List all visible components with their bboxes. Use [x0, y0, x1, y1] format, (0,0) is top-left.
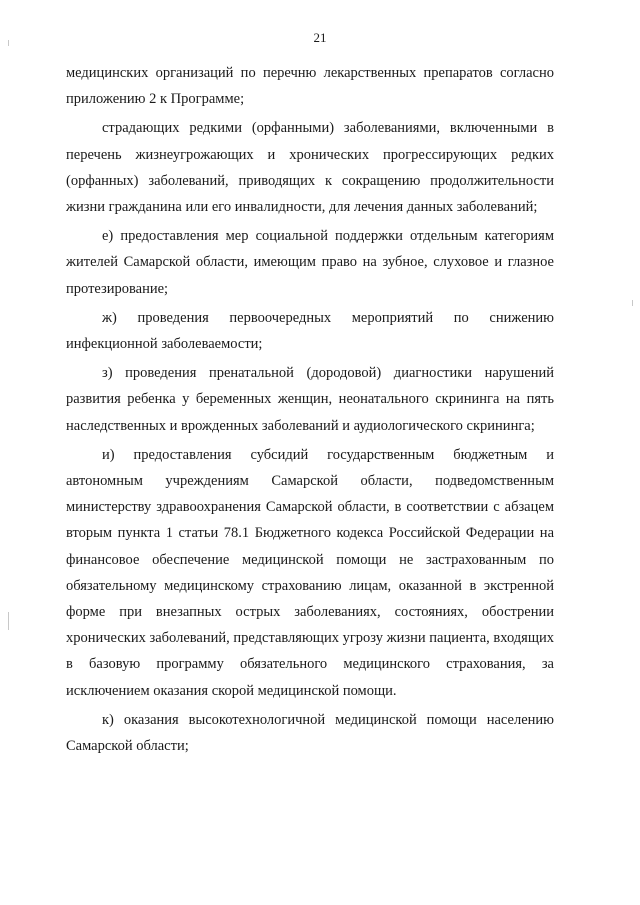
page-number: 21 [313, 30, 327, 45]
paragraph-item-zh: ж) проведения первоочередных мероприятий по снижению инфекционной заболеваемости; [66, 309, 554, 353]
paragraph-item-z: з) проведения пренатальной (дородовой) диагностики нарушений развития ребенка у беременных женщин, неонатального скрининга на пять наследственных и врожденных заболеваний и аудиологического скрининга; [66, 365, 554, 434]
paragraph-orphan-diseases: страдающих редкими (орфанными) заболеваниями, включенными в перечень жизнеугрожающих и хронических прогрессирующих редких (орфанных) заболеваний, приводящих к сокращению продолжительности жизни гражданина или его инвалидности, для лечения данных заболеваний; [66, 120, 554, 216]
scan-margin-mark [8, 612, 9, 630]
scan-margin-mark [8, 40, 9, 46]
scan-margin-mark [632, 300, 633, 306]
paragraph-continuation: медицинских организаций по перечню лекарственных препаратов согласно приложению 2 к Программе; [66, 65, 554, 108]
paragraph-item-i: и) предоставления субсидий государственным бюджетным и автономным учреждениям Самарской области, подведомственным министерству здравоохранения Самарской области, в соответствии с абзацем вторым пункта 1 статьи 78.1 Бюджетного кодекса Российской Федерации на финансовое обеспечение медицинской помощи не застрахованным по обязательному медицинскому страхованию лицам, оказанной в экстренной форме при внезапных острых заболеваниях, состояниях, обострении хронических заболеваний, представляющих угрозу жизни пациента, входящих в базовую программу обязательного медицинского страхования, за исключением оказания скорой медицинской помощи. [66, 446, 554, 699]
document-body [66, 60, 554, 762]
paragraph-item-e: е) предоставления мер социальной поддержки отдельным категориям жителей Самарской области, имеющим право на зубное, слуховое и глазное протезирование; [66, 228, 554, 297]
paragraph-item-k: к) оказания высокотехнологичной медицинской помощи населению Самарской области; [66, 711, 554, 755]
